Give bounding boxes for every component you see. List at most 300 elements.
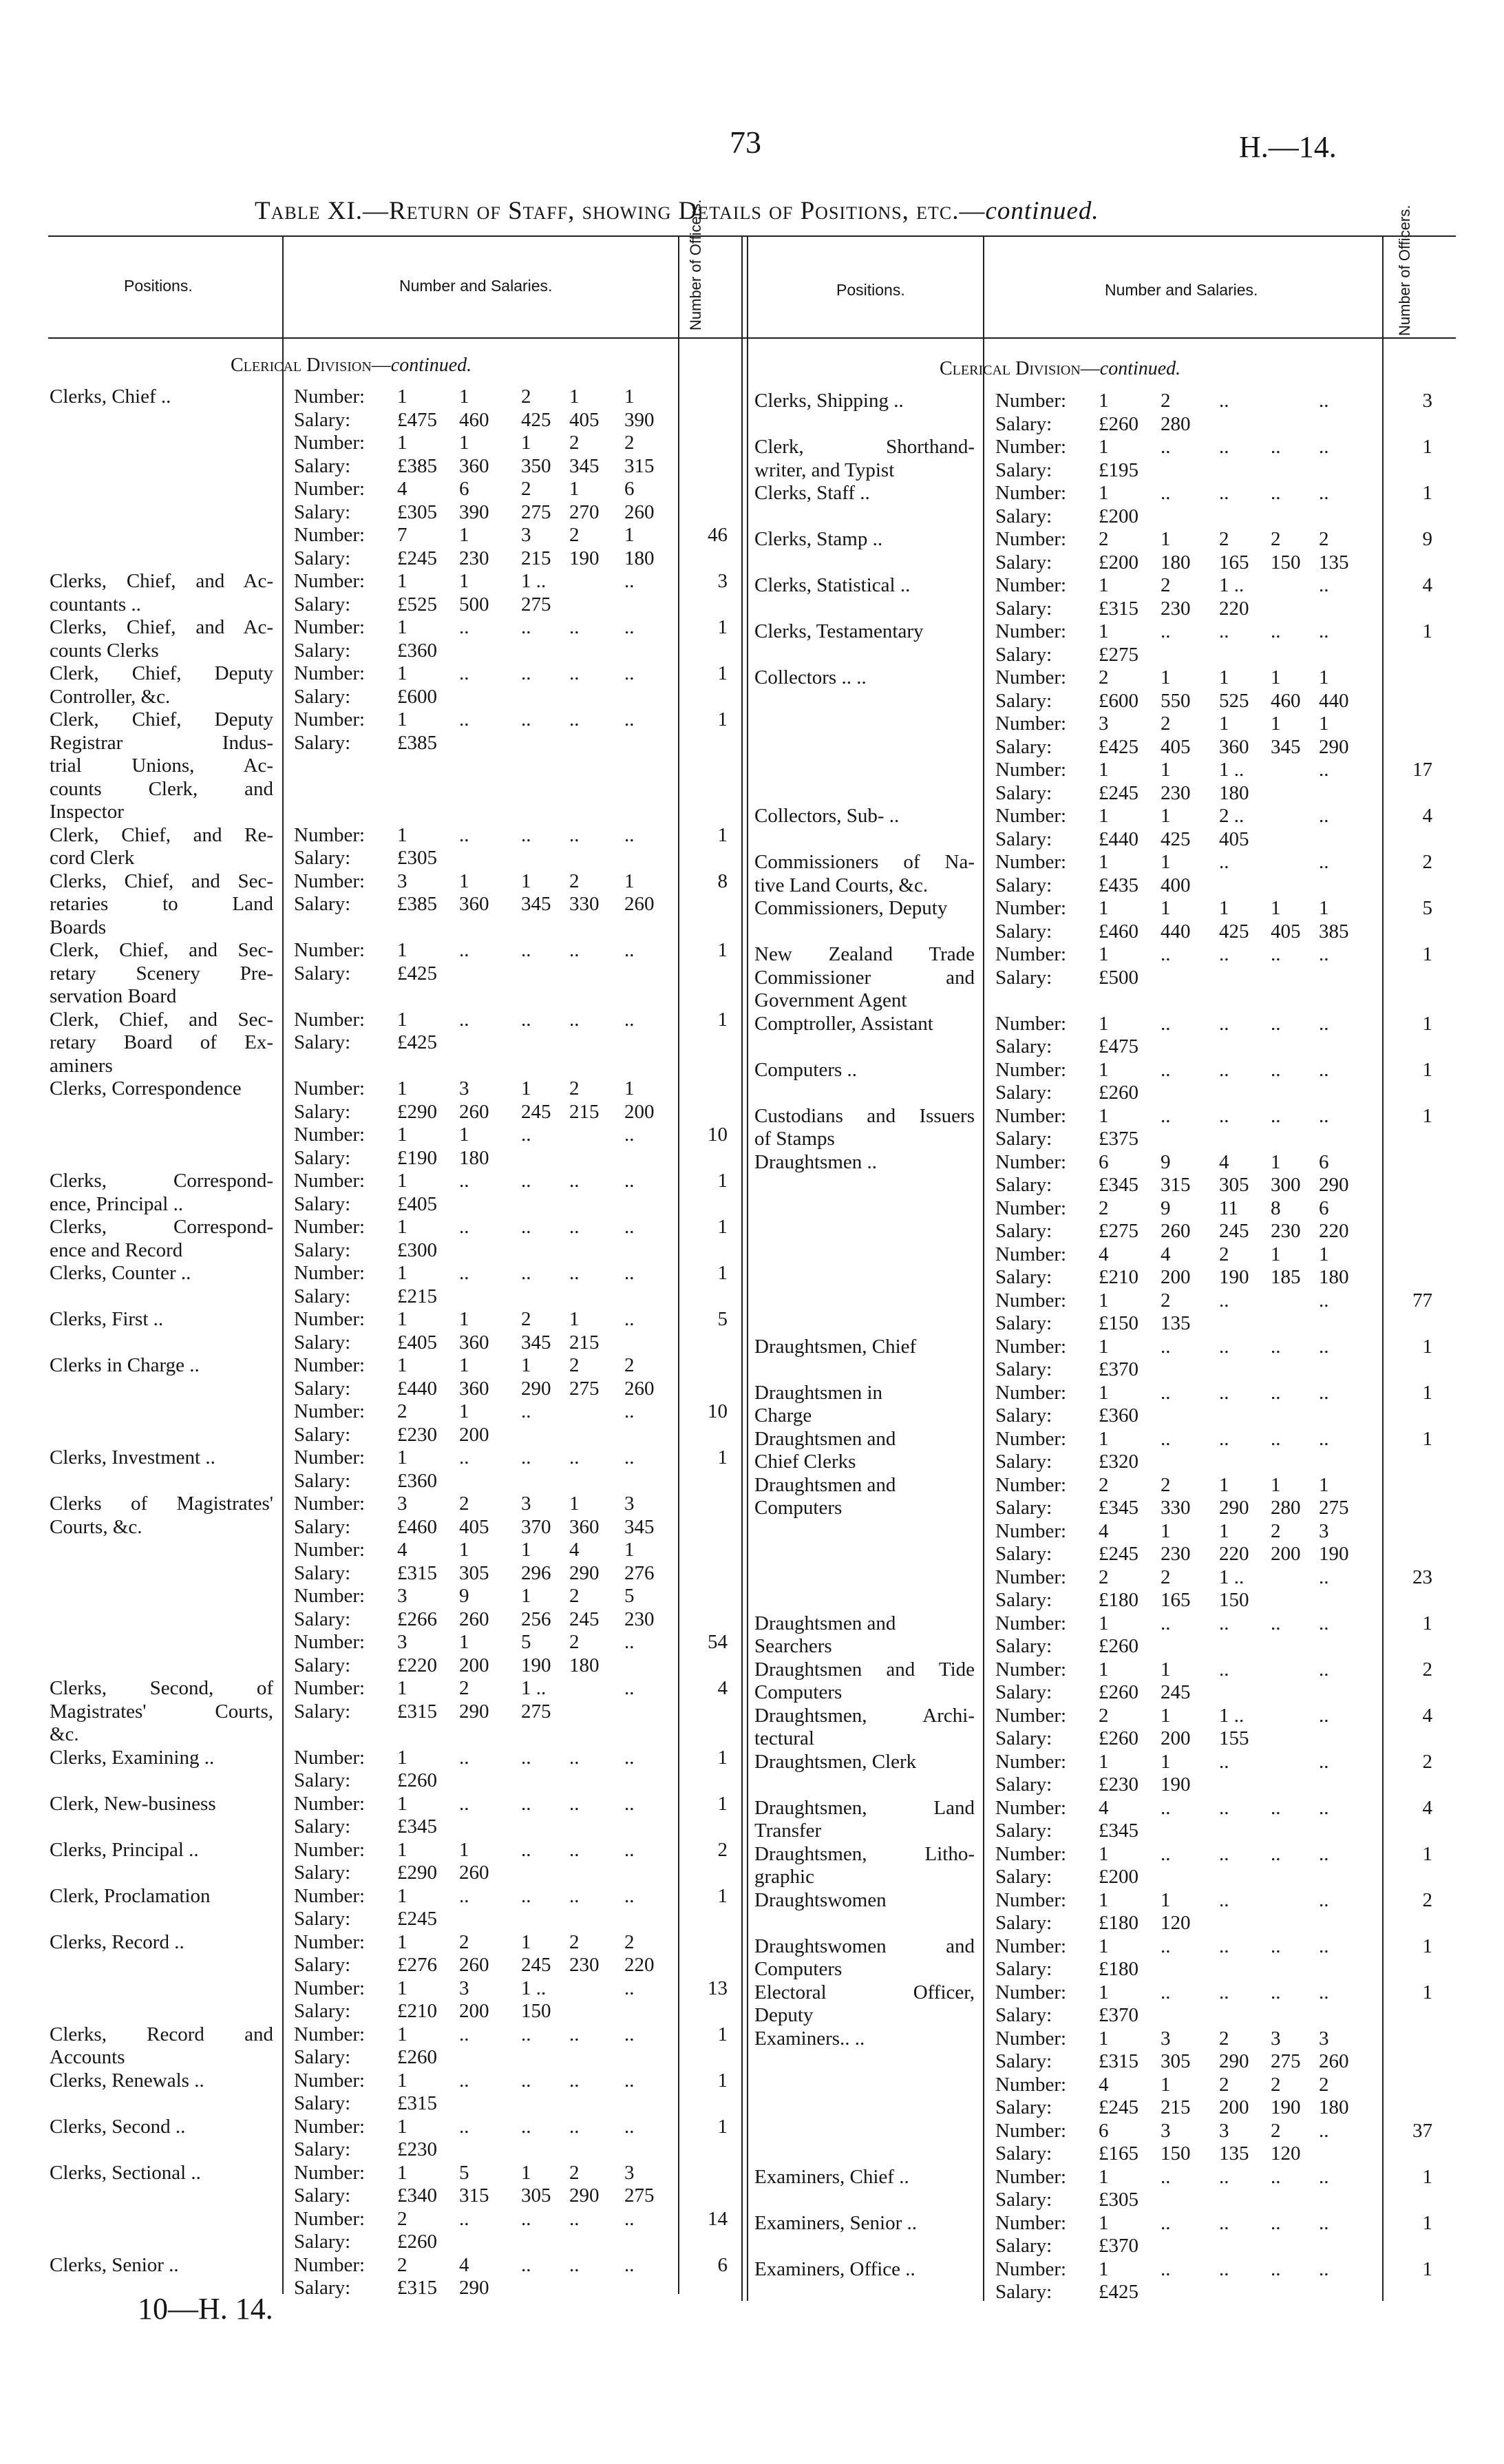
value-cell: 200 [1161,1266,1191,1288]
value-cell: 345 [1271,735,1301,758]
position-name-line: Clerk, Chief, Deputy [50,662,273,684]
line-label: Number: [995,2027,1067,2050]
position-name [754,851,975,897]
value-cell: 2 [1161,713,1171,735]
value-cell: 2 [1099,666,1109,688]
line-label: Salary: [294,2000,351,2022]
position-name [50,2116,273,2139]
officer-count: 4 [717,1677,728,1699]
value-cell: .. [521,708,531,730]
value-cell: £245 [397,1908,437,1930]
value-cell: £385 [397,731,437,754]
section-continued-right: continued. [1099,358,1181,379]
line-label: Salary: [294,639,351,662]
value-cell: 4 [1161,1243,1171,1265]
value-cell: 2 [397,2253,407,2276]
officer-count: 1 [1422,2165,1432,2188]
value-cell: 1 [521,870,531,892]
line-label: Salary: [294,1954,351,1976]
line-label: Salary: [995,1312,1052,1334]
value-cell: .. [459,2069,469,2092]
value-cell: 180 [459,1146,489,1169]
position-name-line: Government Agent [754,989,907,1011]
value-cell: .. [1319,1289,1329,1312]
value-cell: .. [1271,1796,1281,1819]
value-cell: 2 [459,1493,469,1515]
value-cell: 1 [397,1354,407,1376]
value-cell: £460 [1099,920,1138,943]
line-label: Salary: [995,2189,1052,2211]
value-cell: .. [1319,1796,1329,1819]
value-cell: 1 [1099,1750,1109,1773]
value-cell: .. [1161,1796,1171,1819]
value-cell: .. [459,1792,469,1815]
value-cell: .. [1319,1658,1329,1681]
value-cell: £600 [397,685,437,708]
value-cell: £345 [1099,1497,1138,1519]
line-label: Number: [995,1888,1067,1911]
value-cell: 1 .. [521,570,547,592]
value-cell: 390 [624,408,655,431]
value-cell: .. [1161,1381,1171,1404]
line-label: Number: [995,1704,1067,1727]
value-cell: 230 [1161,1543,1191,1565]
value-cell: .. [1319,2165,1329,2188]
line-label: Salary: [294,1561,351,1584]
value-cell: .. [1319,1012,1329,1035]
value-cell: 1 .. [521,1977,547,1999]
value-cell: 260 [459,1954,489,1976]
line-label: Salary: [294,731,351,754]
title-main: Table XI.—Return of Staff, showing Details of Positions, etc.— [255,197,986,225]
position-name-line: Magistrates' Courts, [50,1700,273,1723]
value-cell: 190 [1271,2096,1301,2118]
section-name-left: Clerical Division— [231,355,391,376]
position-name-line: servation Board [50,985,177,1007]
value-cell: 1 [1161,851,1171,873]
value-cell: £425 [1099,735,1138,758]
header-positions-left: Positions. [124,277,193,295]
line-label: Salary: [294,593,351,615]
line-label: Salary: [995,1404,1052,1426]
position-name-line: tive Land Courts, &c. [754,874,929,896]
value-cell: .. [1161,620,1171,642]
position-name-line: Clerks, Chief .. [50,386,171,408]
officer-count: 10 [708,1124,728,1146]
value-cell: 1 [459,570,469,592]
value-cell: 1 [397,570,407,592]
position-name-line: Charge [754,1404,812,1426]
line-label: Salary: [995,459,1052,481]
position-name [754,2028,975,2051]
line-label: Salary: [294,893,351,915]
value-cell: 525 [1219,689,1249,712]
value-cell: 215 [1161,2096,1191,2118]
value-cell: 1 [1099,1335,1109,1358]
value-cell: 1 [1161,897,1171,919]
officer-count: 1 [717,662,728,684]
value-cell: .. [1219,1058,1229,1081]
value-cell: .. [1271,1842,1281,1865]
officer-count: 1 [1422,2257,1432,2280]
value-cell: 2 [569,2161,580,2184]
officer-count: 1 [717,616,728,638]
value-cell: 300 [1271,1174,1301,1196]
position-name-line: Chief Clerks [754,1451,856,1473]
value-cell: 290 [459,2277,489,2299]
position-name [754,1935,975,1981]
value-cell: 2 [1161,390,1171,412]
line-label: Number: [294,870,366,892]
officer-count: 54 [708,1631,728,1653]
value-cell: .. [521,939,531,961]
value-cell: 6 [1319,1197,1329,1219]
value-cell: 200 [459,1654,489,1676]
value-cell: £305 [1099,2189,1138,2211]
position-name [50,1885,273,1908]
value-cell: 1 [1099,1658,1109,1681]
value-cell: .. [569,2069,580,2092]
value-cell: .. [569,1746,580,1769]
value-cell: 1 [624,524,635,546]
officer-count: 1 [1422,482,1432,504]
value-cell: 1 [1161,1519,1171,1542]
value-cell: 165 [1161,1589,1191,1611]
officer-count: 2 [1422,1750,1432,1773]
value-cell: 230 [1161,597,1191,620]
value-cell: .. [521,1262,531,1284]
line-label: Number: [294,2069,366,2092]
line-label: Salary: [995,551,1052,573]
value-cell: 1 [397,386,407,408]
value-cell: 1 [1161,1750,1171,1773]
line-label: Number: [995,1012,1067,1035]
value-cell: 1 [1099,1289,1109,1312]
value-cell: 185 [1271,1266,1301,1288]
value-cell: £425 [397,1031,437,1053]
value-cell: .. [521,823,531,846]
value-cell: .. [459,939,469,961]
value-cell: 360 [459,454,489,477]
value-cell: 360 [459,893,489,915]
value-cell: .. [1271,2257,1281,2280]
value-cell: 290 [569,1561,600,1584]
line-label: Number: [294,1170,366,1192]
value-cell: 1 [1099,574,1109,596]
position-name-line: Transfer [754,1820,822,1842]
position-name-line: Clerks, Senior .. [50,2253,179,2276]
value-cell: 1 [1219,1473,1229,1496]
position-name [754,436,975,482]
line-label: Salary: [294,1031,351,1053]
value-cell: 1 [1161,1704,1171,1727]
line-label: Salary: [995,1543,1052,1565]
value-cell: .. [569,2253,580,2276]
line-label: Number: [995,713,1067,735]
value-cell: £210 [397,2000,437,2022]
value-cell: .. [1319,1058,1329,1081]
value-cell: 1 .. [521,1677,547,1699]
value-cell: .. [1319,436,1329,458]
position-name [754,482,975,505]
officer-count: 1 [1422,1012,1432,1035]
line-label: Number: [995,666,1067,688]
value-cell: 2 [1161,1289,1171,1312]
line-label: Number: [995,1981,1067,2003]
value-cell: 190 [1319,1543,1349,1565]
line-label: Salary: [995,1128,1052,1150]
value-cell: .. [521,1124,531,1146]
left-rule-2 [678,235,679,2294]
line-label: Salary: [995,2142,1052,2165]
position-name [50,1216,273,1262]
value-cell: .. [1161,2211,1171,2234]
position-name-line: Clerk, Shorthand- [754,436,975,458]
value-cell: 256 [521,1608,551,1630]
position-name-line: Computers [754,1958,843,1980]
value-cell: 3 [459,1977,469,1999]
center-rule-b [747,235,748,2301]
position-name-line: Boards [50,916,107,938]
value-cell: .. [1319,1750,1329,1773]
value-cell: 1 [1271,1150,1281,1173]
line-label: Number: [995,2257,1067,2280]
position-name-line: trial Unions, Ac- [50,755,273,777]
position-name-line: Clerks of Magistrates' [50,1493,273,1515]
value-cell: 1 [397,1008,407,1031]
line-label: Salary: [294,2046,351,2068]
value-cell: 260 [459,1862,489,1884]
value-cell: 6 [459,478,469,500]
position-name-line: Searchers [754,1635,832,1657]
value-cell: 1 [459,1400,469,1422]
position-name [50,1747,273,1770]
line-label: Salary: [294,1862,351,1884]
value-cell: 305 [1161,2050,1191,2072]
value-cell: 1 [397,1792,407,1815]
line-label: Salary: [294,408,351,431]
value-cell: 2 [1161,1566,1171,1588]
value-cell: 1 [1099,620,1109,642]
line-label: Number: [995,1842,1067,1865]
value-cell: 215 [521,547,551,569]
value-cell: .. [521,1008,531,1031]
value-cell: 345 [569,454,600,477]
value-cell: 2 [1099,1704,1109,1727]
value-cell: 200 [459,2000,489,2022]
value-cell: £425 [397,962,437,984]
value-cell: 290 [1219,1497,1249,1519]
value-cell: .. [1161,1012,1171,1035]
line-label: Number: [294,432,366,454]
value-cell: 1 [1099,897,1109,919]
position-name-line: Collectors, Sub- .. [754,805,900,827]
value-cell: 1 [397,1930,407,1953]
value-cell: .. [1319,943,1329,965]
value-cell: 1 [521,1585,531,1607]
value-cell: .. [624,1216,635,1238]
value-cell: .. [569,2207,580,2230]
line-label: Number: [294,2115,366,2138]
position-name-line: Clerks, Record .. [50,1930,184,1953]
value-cell: £290 [397,1862,437,1884]
value-cell: 405 [1271,920,1301,943]
value-cell: 1 [1319,1243,1329,1265]
value-cell: .. [569,1838,580,1861]
value-cell: 180 [1319,1266,1349,1288]
value-cell: .. [624,2069,635,2092]
line-label: Salary: [995,735,1052,758]
line-label: Number: [294,478,366,500]
value-cell: £475 [1099,1035,1138,1057]
value-cell: 2 [459,1677,469,1699]
value-cell: £260 [397,1769,437,1791]
value-cell: 1 [1099,2211,1109,2234]
value-cell: .. [1319,805,1329,827]
value-cell: .. [569,662,580,684]
position-name [754,2166,975,2189]
position-name-line: Examiners, Chief .. [754,2165,909,2188]
position-name [754,2258,975,2282]
value-cell: .. [521,1170,531,1192]
header-officers-right: Number of Officers. [1396,204,1413,336]
value-cell: .. [1319,1935,1329,1957]
officer-count: 1 [717,1008,728,1031]
value-cell: .. [1219,1381,1229,1404]
value-cell: 290 [521,1377,551,1400]
value-cell: .. [1219,1335,1229,1358]
line-label: Number: [294,616,366,638]
value-cell: .. [624,1977,635,1999]
line-label: Salary: [995,1358,1052,1380]
value-cell: 2 [459,1930,469,1953]
value-cell: 1 .. [1219,1566,1244,1588]
line-label: Salary: [995,1820,1052,1842]
position-name-line: graphic [754,1866,814,1888]
value-cell: 1 [397,1124,407,1146]
position-name [754,1751,975,1774]
value-cell: 260 [624,1377,655,1400]
value-cell: 1 [1271,1243,1281,1265]
line-label: Salary: [294,847,351,869]
value-cell: £315 [397,2092,437,2114]
officer-count: 23 [1412,1566,1432,1588]
line-label: Salary: [294,1908,351,1930]
value-cell: 405 [459,1515,489,1538]
line-label: Number: [995,1473,1067,1496]
value-cell: 425 [521,408,551,431]
position-name-line: Clerks, Correspondence [50,1077,242,1099]
value-cell: 1 [397,1884,407,1907]
position-name-line: counts Clerks [50,639,159,662]
value-cell: 1 [1099,2165,1109,2188]
line-label: Number: [995,2073,1067,2096]
officer-count: 1 [1422,620,1432,642]
value-cell: £200 [1099,1866,1138,1888]
value-cell: £375 [1099,1128,1138,1150]
line-label: Salary: [294,1377,351,1400]
value-cell: 230 [1161,781,1191,804]
value-cell: .. [521,2023,531,2045]
value-cell: £245 [1099,781,1138,804]
value-cell: £200 [1099,551,1138,573]
officer-count: 8 [717,870,728,892]
officer-count: 1 [717,2115,728,2138]
value-cell: .. [1319,851,1329,873]
section-name-right: Clerical Division— [940,358,1100,379]
value-cell: 1 [569,478,580,500]
value-cell: 4 [397,478,407,500]
value-cell: .. [459,1216,469,1238]
line-label: Salary: [995,1035,1052,1057]
value-cell: 1 [624,1077,635,1099]
value-cell: 345 [624,1515,655,1538]
section-heading-left [231,355,472,377]
position-name [754,897,975,920]
value-cell: £460 [397,1515,437,1538]
value-cell: .. [459,708,469,730]
value-cell: .. [459,616,469,638]
value-cell: £195 [1099,459,1138,481]
header-number-salaries-left: Number and Salaries. [399,277,553,295]
line-label: Number: [995,805,1067,827]
value-cell: £230 [397,2138,437,2160]
line-label: Salary: [294,1192,351,1215]
line-label: Number: [995,1058,1067,1081]
position-name-line: &c. [50,1723,79,1745]
position-name-line: Draughtsmen, Chief [754,1335,917,1358]
position-name [50,2070,273,2093]
line-label: Salary: [294,2231,351,2253]
value-cell: 3 [624,2161,635,2184]
line-label: Salary: [995,1958,1052,1980]
value-cell: .. [1219,1427,1229,1450]
value-cell: .. [1219,851,1229,873]
line-label: Salary: [995,1635,1052,1657]
value-cell: .. [1219,1658,1229,1681]
position-name [50,939,273,1009]
value-cell: 3 [1271,2027,1281,2050]
value-cell: £180 [1099,1958,1138,1980]
position-name [50,1308,273,1331]
value-cell: £220 [397,1654,437,1676]
line-label: Number: [995,2119,1067,2142]
line-label: Number: [294,1585,366,1607]
position-name-line: Courts, &c. [50,1515,142,1538]
position-name [754,1705,975,1751]
value-cell: .. [1271,1104,1281,1127]
value-cell: 1 [569,1493,580,1515]
line-label: Number: [995,1197,1067,1219]
value-cell: 6 [1099,1150,1109,1173]
value-cell: .. [459,2207,469,2230]
line-label: Salary: [294,2277,351,2299]
line-label: Number: [995,1658,1067,1681]
position-name [50,616,273,662]
value-cell: .. [459,1446,469,1468]
value-cell: 1 [397,1077,407,1099]
value-cell: 3 [521,524,531,546]
value-cell: 260 [459,1608,489,1630]
value-cell: .. [1319,1104,1329,1127]
value-cell: 245 [569,1608,600,1630]
value-cell: .. [624,708,635,730]
value-cell: 245 [521,1954,551,1976]
value-cell: 2 [1219,2027,1229,2050]
position-name-line: Comptroller, Assistant [754,1012,933,1035]
value-cell: £600 [1099,689,1138,712]
value-cell: 6 [624,478,635,500]
